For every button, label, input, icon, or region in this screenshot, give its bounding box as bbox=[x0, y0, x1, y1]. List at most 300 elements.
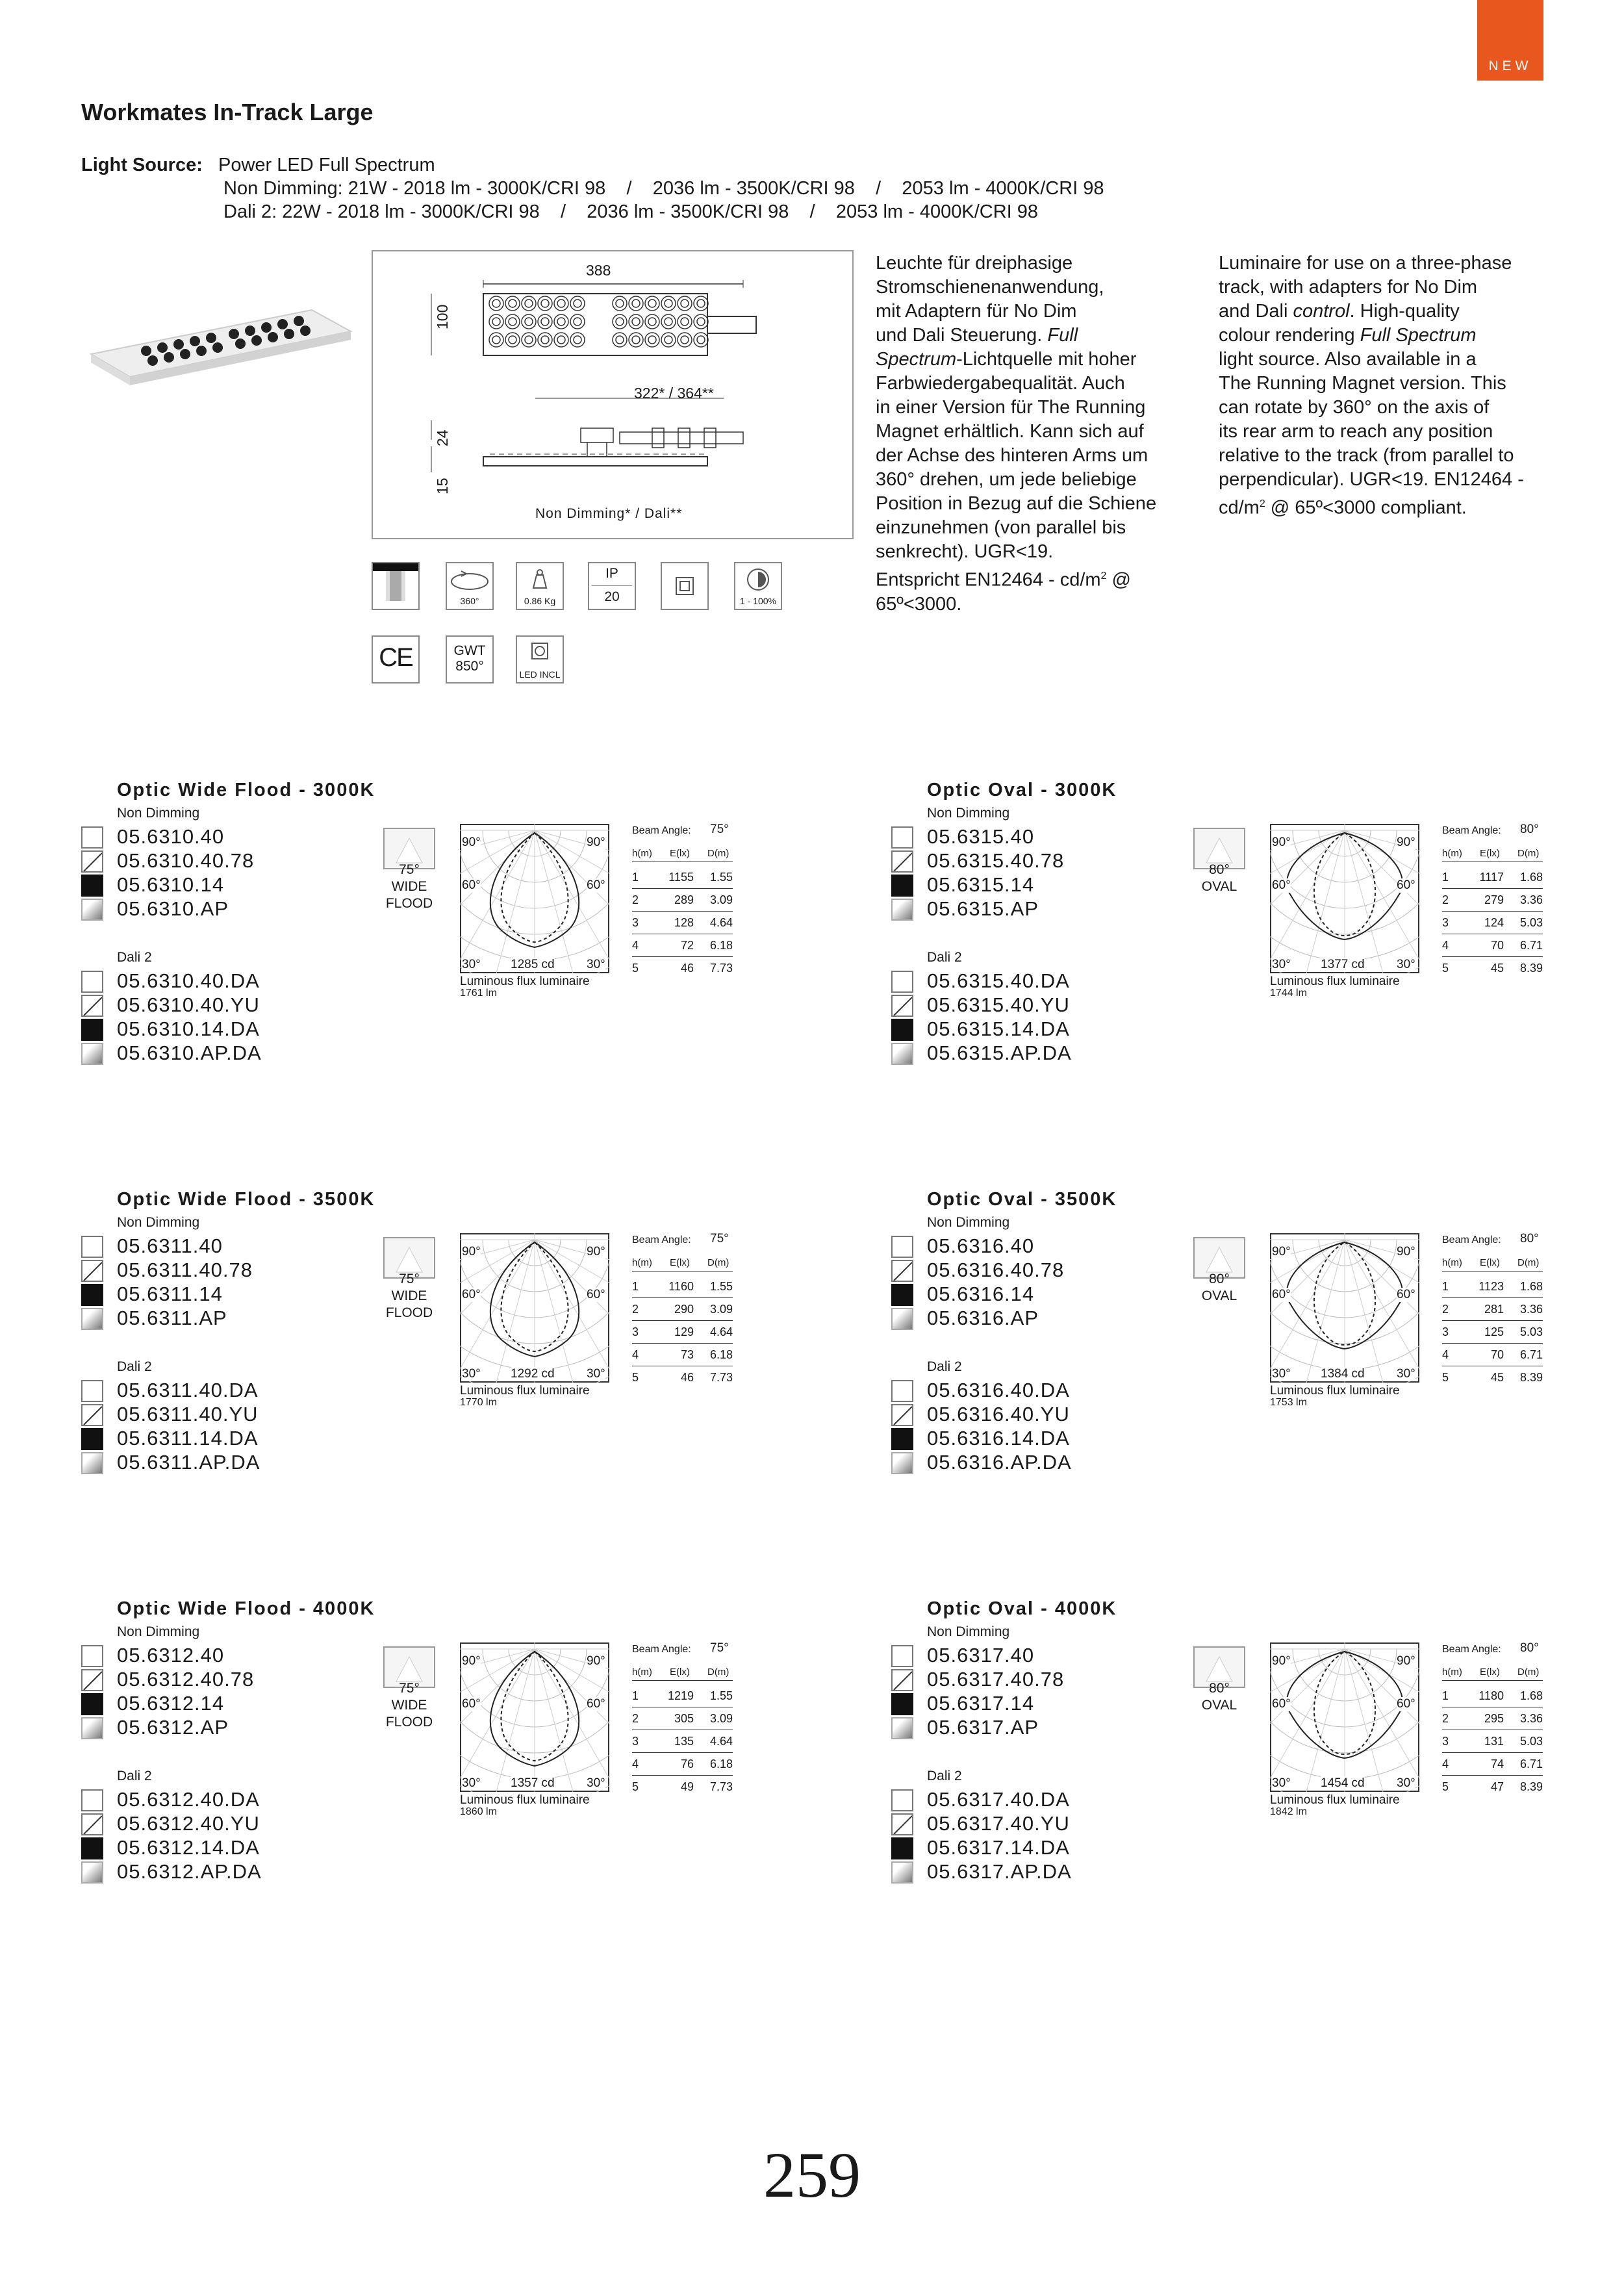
product-code: 05.6312.14 bbox=[117, 1692, 225, 1715]
table-e: 45 bbox=[1490, 962, 1504, 975]
non-dimming-label: Non Dimming bbox=[117, 806, 200, 821]
led-circle bbox=[613, 333, 627, 347]
flux-value: 1761 lm bbox=[460, 988, 497, 999]
finish-swatch-slash bbox=[81, 1260, 103, 1282]
led-circle bbox=[629, 333, 643, 347]
finish-swatch-slash bbox=[891, 995, 913, 1017]
table-h: 5 bbox=[1442, 1371, 1449, 1384]
col-header-d: D(m) bbox=[707, 1667, 730, 1678]
finish-swatch-white bbox=[891, 826, 913, 849]
product-code: 05.6315.40 bbox=[927, 825, 1035, 848]
product-code: 05.6310.AP bbox=[117, 897, 229, 920]
led-circle bbox=[489, 333, 503, 347]
product-code: 05.6312.40.78 bbox=[117, 1668, 255, 1691]
de-line: mit Adaptern für No Dim bbox=[876, 301, 1077, 322]
en-italic: control bbox=[1293, 301, 1350, 322]
table-h: 1 bbox=[632, 871, 639, 884]
light-source-line2: Non Dimming: 21W - 2018 lm - 3000K/CRI 98 / 2036 lm - 3500K/CRI 98 / 2053 lm - 4000K/CRI 98 bbox=[223, 178, 1104, 199]
polar-90-right: 90° bbox=[1397, 1245, 1415, 1258]
table-e: 76 bbox=[680, 1757, 694, 1770]
product-code: 05.6311.40 bbox=[117, 1234, 223, 1257]
de-line: der Achse des hinteren Arms um bbox=[876, 445, 1148, 466]
finish-swatch-black bbox=[891, 1693, 913, 1715]
finish-swatch-grad bbox=[81, 1452, 103, 1474]
new-badge bbox=[1477, 0, 1543, 81]
polar-cd: 1377 cd bbox=[1321, 958, 1365, 971]
table-rule bbox=[1442, 1775, 1543, 1776]
col-header-d: D(m) bbox=[1517, 848, 1540, 859]
table-d: 1.68 bbox=[1519, 1689, 1543, 1702]
light-source-line3: Dali 2: 22W - 2018 lm - 3000K/CRI 98 / 2036 lm - 3500K/CRI 98 / 2053 lm - 4000K/CRI 98 bbox=[223, 201, 1039, 222]
led-circle bbox=[538, 333, 552, 347]
table-h: 5 bbox=[1442, 1780, 1449, 1793]
table-d: 6.71 bbox=[1519, 1757, 1543, 1770]
en-line: The Running Magnet version. This bbox=[1219, 373, 1506, 394]
beam-angle-value: 75° bbox=[710, 1641, 729, 1655]
table-e: 289 bbox=[674, 893, 694, 906]
table-d: 1.68 bbox=[1519, 1280, 1543, 1293]
polar-30-left: 30° bbox=[1272, 1367, 1291, 1381]
led-inner-circle bbox=[665, 300, 672, 307]
led-inner-circle bbox=[616, 300, 624, 307]
led-circle bbox=[554, 296, 568, 311]
polar-90-left: 90° bbox=[1272, 1245, 1291, 1258]
led-inner-circle bbox=[492, 336, 500, 344]
flux-value: 1753 lm bbox=[1270, 1397, 1307, 1408]
polar-30-left: 30° bbox=[462, 1776, 481, 1790]
dim-24: 24 bbox=[434, 429, 451, 446]
finish-swatch-slash bbox=[891, 1404, 913, 1426]
product-code: 05.6312.40.DA bbox=[117, 1788, 260, 1811]
beam-angle-label: Beam Angle: bbox=[1442, 1234, 1501, 1246]
finish-swatch-black bbox=[891, 1019, 913, 1041]
table-e: 1180 bbox=[1478, 1689, 1504, 1702]
led-circle bbox=[661, 296, 676, 311]
table-h: 4 bbox=[632, 1348, 639, 1361]
led-inner-circle bbox=[681, 336, 689, 344]
led-included-icon bbox=[516, 635, 564, 683]
product-title: Workmates In-Track Large bbox=[81, 99, 374, 125]
technical-drawing bbox=[372, 250, 854, 539]
light-source-label: Light Source: bbox=[81, 155, 203, 175]
finish-swatch-white bbox=[891, 1789, 913, 1811]
led-inner-circle bbox=[541, 300, 549, 307]
polar-60-left: 60° bbox=[1272, 1288, 1291, 1301]
polar-60-left: 60° bbox=[462, 1697, 481, 1711]
polar-30-right: 30° bbox=[1397, 958, 1415, 971]
dim-15: 15 bbox=[434, 478, 451, 494]
polar-90-left: 90° bbox=[462, 1245, 481, 1258]
flux-value: 1842 lm bbox=[1270, 1806, 1307, 1817]
led-circle bbox=[489, 296, 503, 311]
de-line bbox=[876, 324, 1213, 348]
table-h: 1 bbox=[632, 1280, 639, 1293]
en-text: and Dali bbox=[1219, 301, 1293, 322]
led-circle bbox=[505, 314, 520, 329]
polar-60-right: 60° bbox=[1397, 1697, 1415, 1711]
finish-swatch-slash bbox=[891, 850, 913, 873]
table-rule bbox=[632, 956, 733, 957]
col-header-e: E(lx) bbox=[670, 1667, 690, 1678]
product-code: 05.6315.40.YU bbox=[927, 993, 1070, 1016]
led-inner-circle bbox=[665, 318, 672, 326]
table-rule bbox=[632, 1343, 733, 1344]
dim-width: 388 bbox=[586, 262, 611, 279]
polar-30-right: 30° bbox=[1397, 1367, 1415, 1381]
beam-type: OVAL bbox=[1201, 879, 1237, 894]
table-rule bbox=[632, 1297, 733, 1298]
polar-30-left: 30° bbox=[1272, 958, 1291, 971]
polar-cd: 1384 cd bbox=[1321, 1367, 1365, 1381]
finish-swatch-slash bbox=[81, 850, 103, 873]
table-e: 45 bbox=[1490, 1371, 1504, 1384]
beam-type: WIDE bbox=[391, 1698, 427, 1713]
table-h: 2 bbox=[632, 1303, 639, 1316]
beam-angle-value: 80° bbox=[1520, 823, 1539, 836]
finish-swatch-grad bbox=[81, 1308, 103, 1330]
table-e: 125 bbox=[1484, 1325, 1504, 1338]
table-h: 3 bbox=[1442, 916, 1449, 929]
finish-swatch-black bbox=[81, 1428, 103, 1450]
polar-90-left: 90° bbox=[462, 836, 481, 849]
de-line: Magnet erhältlich. Kann sich auf bbox=[876, 421, 1144, 442]
finish-swatch-grad bbox=[891, 1717, 913, 1739]
table-e: 70 bbox=[1490, 1348, 1504, 1361]
led-inner-circle bbox=[616, 336, 624, 344]
table-rule bbox=[632, 1752, 733, 1753]
non-dimming-label: Non Dimming bbox=[927, 1624, 1010, 1639]
table-d: 6.71 bbox=[1519, 1348, 1543, 1361]
product-code: 05.6316.14 bbox=[927, 1283, 1035, 1305]
led-inner-circle bbox=[632, 300, 640, 307]
polar-30-right: 30° bbox=[587, 1776, 605, 1790]
finish-swatch-white bbox=[81, 1380, 103, 1402]
led-inner-circle bbox=[681, 300, 689, 307]
product-code: 05.6316.AP bbox=[927, 1307, 1039, 1329]
flux-value: 1860 lm bbox=[460, 1806, 497, 1817]
table-e: 131 bbox=[1484, 1735, 1504, 1748]
table-d: 7.73 bbox=[709, 1780, 733, 1793]
finish-swatch-white bbox=[81, 1789, 103, 1811]
product-code: 05.6316.14.DA bbox=[927, 1427, 1070, 1450]
table-h: 3 bbox=[632, 916, 639, 929]
finish-swatch-white bbox=[81, 1645, 103, 1667]
de-line: Farbwiedergabequalität. Auch bbox=[876, 373, 1125, 394]
table-e: 1117 bbox=[1479, 871, 1504, 884]
table-e: 49 bbox=[680, 1780, 694, 1793]
table-h: 1 bbox=[1442, 871, 1449, 884]
en-line: Luminaire for use on a three-phase bbox=[1219, 253, 1512, 274]
finish-swatch-black bbox=[891, 1428, 913, 1450]
rotate-icon bbox=[446, 562, 494, 610]
optic-title: Optic Oval - 3000K bbox=[927, 780, 1117, 800]
led-inner-circle bbox=[697, 300, 705, 307]
finish-swatch-grad bbox=[81, 899, 103, 921]
polar-30-left: 30° bbox=[462, 1367, 481, 1381]
de-line: einzunehmen (von parallel bis bbox=[876, 517, 1126, 538]
table-h: 3 bbox=[632, 1325, 639, 1338]
polar-90-right: 90° bbox=[1397, 1654, 1415, 1668]
optic-title: Optic Wide Flood - 3000K bbox=[117, 780, 375, 800]
polar-60-right: 60° bbox=[1397, 1288, 1415, 1301]
beam-angle-value: 80° bbox=[1520, 1232, 1539, 1246]
table-d: 4.64 bbox=[709, 1735, 733, 1748]
de-line: Leuchte für dreiphasige bbox=[876, 253, 1073, 274]
table-rule bbox=[1442, 1320, 1543, 1321]
table-h: 2 bbox=[632, 893, 639, 906]
table-h: 4 bbox=[1442, 1348, 1449, 1361]
non-dimming-label: Non Dimming bbox=[927, 806, 1010, 821]
led-circle bbox=[505, 296, 520, 311]
beam-angle-label: Beam Angle: bbox=[1442, 825, 1501, 836]
table-h: 5 bbox=[632, 962, 639, 975]
table-e: 74 bbox=[1490, 1757, 1504, 1770]
led-inner-circle bbox=[574, 336, 581, 344]
table-h: 5 bbox=[632, 1371, 639, 1384]
table-h: 1 bbox=[1442, 1280, 1449, 1293]
finish-swatch-white bbox=[891, 1645, 913, 1667]
flux-label: Luminous flux luminaire bbox=[460, 1793, 590, 1807]
de-line bbox=[876, 564, 1213, 593]
polar-60-right: 60° bbox=[587, 878, 605, 892]
product-code: 05.6312.14.DA bbox=[117, 1836, 260, 1859]
de-line: Position in Bezug auf die Schiene bbox=[876, 493, 1157, 514]
table-e: 46 bbox=[680, 962, 694, 975]
polar-60-left: 60° bbox=[1272, 878, 1291, 892]
led-circle bbox=[554, 314, 568, 329]
dali-label: Dali 2 bbox=[927, 950, 962, 965]
product-code: 05.6311.40.DA bbox=[117, 1379, 259, 1401]
ce-mark-icon: CE bbox=[372, 635, 420, 683]
table-rule bbox=[632, 911, 733, 912]
de-line: senkrecht). UGR<19. bbox=[876, 541, 1054, 562]
table-d: 4.64 bbox=[709, 1325, 733, 1338]
table-rule bbox=[1442, 956, 1543, 957]
led-circle bbox=[522, 314, 536, 329]
non-dimming-label: Non Dimming bbox=[117, 1624, 200, 1639]
led-circle bbox=[538, 314, 552, 329]
en-text: cd/m bbox=[1219, 497, 1260, 518]
finish-swatch-grad bbox=[81, 1861, 103, 1884]
polar-cd: 1357 cd bbox=[511, 1776, 555, 1790]
col-header-h: h(m) bbox=[1442, 1257, 1462, 1268]
col-header-e: E(lx) bbox=[1480, 848, 1500, 859]
product-code: 05.6310.AP.DA bbox=[117, 1041, 262, 1064]
polar-30-left: 30° bbox=[1272, 1776, 1291, 1790]
beam-angle-label: Beam Angle: bbox=[632, 1644, 691, 1655]
beam-degree: 80° bbox=[1209, 1271, 1230, 1286]
finish-swatch-grad bbox=[891, 1308, 913, 1330]
table-h: 3 bbox=[1442, 1735, 1449, 1748]
col-header-d: D(m) bbox=[707, 1257, 730, 1268]
table-d: 8.39 bbox=[1519, 1780, 1543, 1793]
table-e: 70 bbox=[1490, 939, 1504, 952]
led-inner-circle bbox=[648, 300, 656, 307]
col-header-h: h(m) bbox=[632, 1257, 652, 1268]
product-code: 05.6310.40.YU bbox=[117, 993, 260, 1016]
optic-title: Optic Wide Flood - 3500K bbox=[117, 1189, 375, 1210]
dimming-icon bbox=[734, 562, 782, 610]
led-circle bbox=[489, 314, 503, 329]
flux-value: 1744 lm bbox=[1270, 988, 1307, 999]
table-h: 4 bbox=[1442, 939, 1449, 952]
table-h: 1 bbox=[1442, 1689, 1449, 1702]
non-dimming-label: Non Dimming bbox=[117, 1215, 200, 1230]
led-circle bbox=[661, 314, 676, 329]
table-d: 3.36 bbox=[1519, 893, 1543, 906]
col-header-d: D(m) bbox=[1517, 1667, 1540, 1678]
ip-value: 20 bbox=[604, 589, 620, 604]
led-inner-circle bbox=[541, 318, 549, 326]
product-code: 05.6310.40.78 bbox=[117, 849, 255, 872]
finish-swatch-grad bbox=[891, 1861, 913, 1884]
table-rule bbox=[632, 1680, 733, 1681]
led-inner-circle bbox=[557, 300, 565, 307]
de-text: -Lichtquelle mit hoher bbox=[956, 349, 1137, 370]
product-code: 05.6316.40.DA bbox=[927, 1379, 1070, 1401]
table-d: 7.73 bbox=[709, 962, 733, 975]
page-number: 259 bbox=[763, 2139, 861, 2211]
finish-swatch-black bbox=[81, 1284, 103, 1306]
flux-value: 1770 lm bbox=[460, 1397, 497, 1408]
finish-swatch-slash bbox=[891, 1260, 913, 1282]
table-h: 2 bbox=[1442, 893, 1449, 906]
product-code: 05.6315.AP bbox=[927, 897, 1039, 920]
product-code: 05.6311.AP bbox=[117, 1307, 227, 1329]
table-h: 2 bbox=[632, 1712, 639, 1725]
de-line bbox=[876, 348, 1213, 372]
product-code: 05.6311.40.YU bbox=[117, 1403, 259, 1425]
en-line bbox=[1219, 300, 1550, 324]
table-e: 47 bbox=[1490, 1780, 1504, 1793]
table-e: 290 bbox=[674, 1303, 694, 1316]
finish-swatch-slash bbox=[891, 1813, 913, 1835]
table-h: 1 bbox=[632, 1689, 639, 1702]
polar-cd: 1285 cd bbox=[511, 958, 555, 971]
en-line: perpendicular). UGR<19. EN12464 - bbox=[1219, 469, 1524, 490]
table-e: 1219 bbox=[667, 1689, 694, 1702]
col-header-e: E(lx) bbox=[670, 1257, 690, 1268]
led-circle bbox=[645, 333, 659, 347]
table-e: 295 bbox=[1484, 1712, 1504, 1725]
table-d: 1.55 bbox=[709, 1280, 733, 1293]
polar-90-right: 90° bbox=[587, 836, 605, 849]
led-inner-circle bbox=[648, 336, 656, 344]
led-circle bbox=[570, 333, 585, 347]
ip-rating-icon bbox=[588, 562, 636, 610]
product-code: 05.6317.14 bbox=[927, 1692, 1035, 1715]
product-code: 05.6315.AP.DA bbox=[927, 1041, 1072, 1064]
product-code: 05.6316.40.YU bbox=[927, 1403, 1070, 1425]
de-line: Stromschienenanwendung, bbox=[876, 277, 1104, 298]
led-inner-circle bbox=[525, 318, 533, 326]
en-line: light source. Also available in a bbox=[1219, 349, 1477, 370]
product-code: 05.6316.40 bbox=[927, 1234, 1035, 1257]
polar-90-left: 90° bbox=[462, 1654, 481, 1668]
table-rule bbox=[1442, 888, 1543, 889]
flux-label: Luminous flux luminaire bbox=[460, 1384, 590, 1398]
product-code: 05.6317.AP.DA bbox=[927, 1860, 1072, 1883]
optic-title: Optic Wide Flood - 4000K bbox=[117, 1598, 375, 1619]
table-h: 4 bbox=[632, 939, 639, 952]
led-circle bbox=[694, 333, 708, 347]
table-e: 281 bbox=[1484, 1303, 1504, 1316]
polar-60-left: 60° bbox=[1272, 1697, 1291, 1711]
table-h: 4 bbox=[632, 1757, 639, 1770]
finish-swatch-black bbox=[891, 875, 913, 897]
table-d: 1.55 bbox=[709, 871, 733, 884]
table-rule bbox=[1442, 1343, 1543, 1344]
table-e: 128 bbox=[674, 916, 694, 929]
table-rule bbox=[1442, 1680, 1543, 1681]
led-circle bbox=[613, 314, 627, 329]
product-code: 05.6315.14 bbox=[927, 873, 1035, 896]
en-line: its rear arm to reach any position bbox=[1219, 421, 1493, 442]
dimming-label: 1 - 100% bbox=[739, 596, 777, 606]
table-h: 5 bbox=[632, 1780, 639, 1793]
product-code: 05.6315.40.78 bbox=[927, 849, 1065, 872]
col-header-h: h(m) bbox=[632, 848, 652, 859]
beam-angle-label: Beam Angle: bbox=[632, 1234, 691, 1246]
optic-title: Optic Oval - 3500K bbox=[927, 1189, 1117, 1210]
led-circle bbox=[694, 314, 708, 329]
gwt-label: GWT bbox=[453, 643, 486, 658]
table-d: 6.18 bbox=[709, 939, 733, 952]
en-text: @ 65º<3000 compliant. bbox=[1265, 497, 1467, 518]
beam-type: WIDE bbox=[391, 879, 427, 894]
de-line: 65º<3000. bbox=[876, 593, 962, 615]
product-code: 05.6310.40.DA bbox=[117, 969, 260, 992]
table-rule bbox=[1442, 911, 1543, 912]
beam-angle-label: Beam Angle: bbox=[632, 825, 691, 836]
non-dimming-label: Non Dimming bbox=[927, 1215, 1010, 1230]
finish-swatch-grad bbox=[891, 1043, 913, 1065]
en-italic: Full Spectrum bbox=[1360, 325, 1477, 346]
table-e: 279 bbox=[1484, 893, 1504, 906]
beam-degree: 80° bbox=[1209, 862, 1230, 877]
table-h: 5 bbox=[1442, 962, 1449, 975]
led-inner-circle bbox=[509, 318, 516, 326]
table-d: 3.09 bbox=[709, 1712, 733, 1725]
description-english bbox=[1219, 251, 1550, 520]
finish-swatch-slash bbox=[81, 1404, 103, 1426]
product-code: 05.6311.40.78 bbox=[117, 1258, 253, 1281]
col-header-d: D(m) bbox=[1517, 1257, 1540, 1268]
de-text: Entspricht EN12464 - cd/m bbox=[876, 569, 1101, 591]
beam-angle-value: 80° bbox=[1520, 1641, 1539, 1655]
dali-label: Dali 2 bbox=[117, 1359, 152, 1374]
col-header-e: E(lx) bbox=[1480, 1257, 1500, 1268]
light-source-line1: Power LED Full Spectrum bbox=[218, 155, 435, 175]
polar-60-right: 60° bbox=[587, 1697, 605, 1711]
beam-type-2: FLOOD bbox=[385, 1305, 433, 1320]
table-d: 6.18 bbox=[709, 1757, 733, 1770]
finish-swatch-black bbox=[81, 1693, 103, 1715]
gwt-icon bbox=[446, 635, 494, 683]
product-code: 05.6317.AP bbox=[927, 1716, 1039, 1739]
led-inner-circle bbox=[697, 336, 705, 344]
table-d: 1.68 bbox=[1519, 871, 1543, 884]
beam-degree: 75° bbox=[399, 1681, 420, 1696]
product-code: 05.6312.AP bbox=[117, 1716, 229, 1739]
dali-label: Dali 2 bbox=[927, 1359, 962, 1374]
table-rule bbox=[632, 1775, 733, 1776]
polar-60-left: 60° bbox=[462, 878, 481, 892]
finish-swatch-grad bbox=[81, 1043, 103, 1065]
polar-30-right: 30° bbox=[1397, 1776, 1415, 1790]
led-circle bbox=[570, 296, 585, 311]
product-photo bbox=[81, 296, 361, 413]
